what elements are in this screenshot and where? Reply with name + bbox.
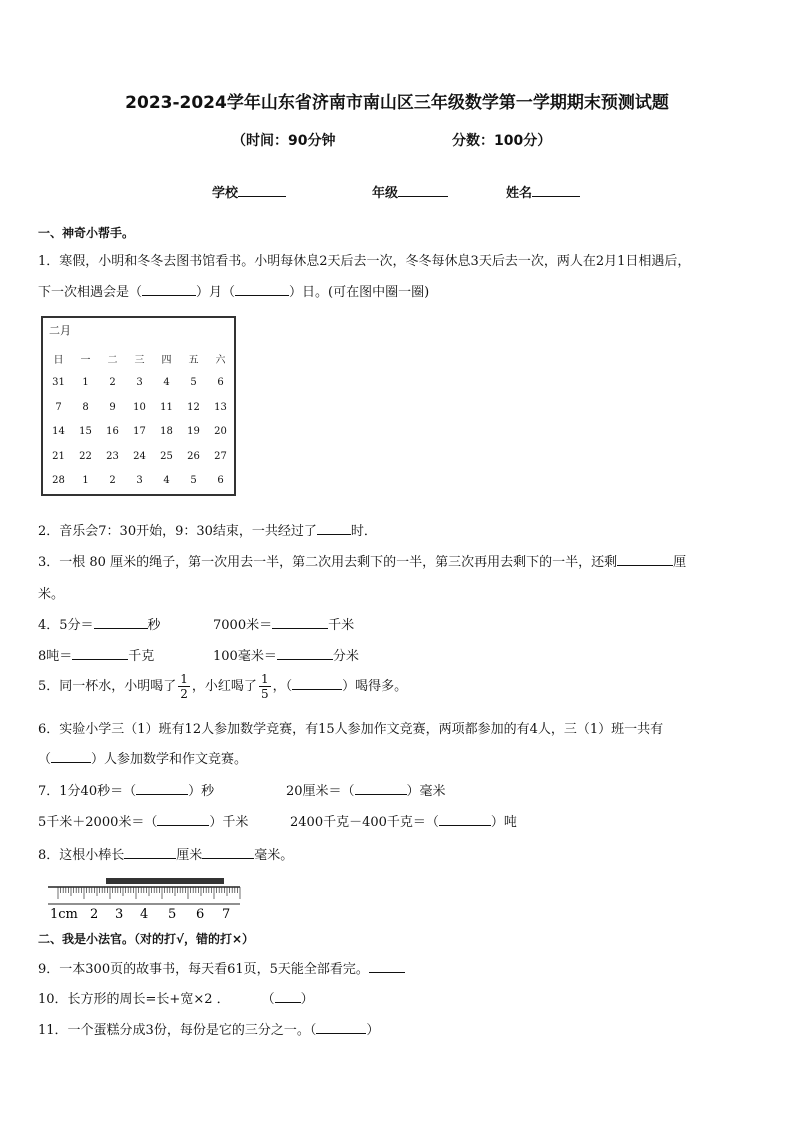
calendar-day[interactable]: 12 (187, 401, 200, 413)
page-title: 2023-2024学年山东省济南市南山区三年级数学第一学期期末预测试题 (125, 93, 669, 113)
exam-score: 分数：100分） (452, 133, 552, 149)
calendar-day[interactable]: 5 (190, 475, 197, 487)
calendar-day[interactable]: 19 (187, 426, 200, 438)
weekday: 四 (161, 354, 172, 366)
calendar-day[interactable]: 1 (82, 377, 89, 389)
q9-text: 9．一本300页的故事书，每天看61页，5天能全部看完。 (38, 962, 369, 977)
q1-text-1: 下一次相遇会是（ (38, 285, 143, 300)
q6-text-1: （ (38, 752, 52, 767)
fraction-denominator: 2 (180, 687, 188, 701)
exam-time: （时间：90分钟 (232, 133, 336, 149)
name-field (506, 182, 580, 201)
q4-text-5: 8吨＝ (38, 649, 73, 664)
calendar-day[interactable]: 3 (136, 475, 143, 487)
stick (106, 878, 224, 884)
calendar-day[interactable]: 14 (52, 426, 65, 438)
calendar-day[interactable]: 17 (133, 426, 146, 438)
fraction-denominator: 5 (260, 687, 269, 701)
q8-text-1: 8．这根小棒长 (38, 848, 125, 863)
question-6-line-1: 6．实验小学三（1）班有12人参加数学竞赛，有15人参加作文竞赛，两项都参加的有4人，三（1）班一共有 (38, 722, 664, 737)
calendar-month: 二月 (49, 324, 71, 337)
calendar-day[interactable]: 25 (160, 450, 173, 462)
q10-text-2: （ (261, 992, 275, 1007)
question-4-line-2 (38, 645, 154, 664)
calendar-day[interactable]: 20 (214, 426, 227, 438)
q5-text-2: ，小红喝了 (191, 679, 257, 694)
question-4-line-1b (213, 614, 354, 633)
q6-blank[interactable] (51, 749, 91, 763)
calendar-day[interactable]: 24 (133, 450, 146, 462)
school-blank[interactable] (238, 183, 286, 197)
grade-field (372, 182, 448, 201)
q8-mm-blank[interactable] (202, 845, 254, 859)
ruler-ticks (58, 887, 240, 899)
calendar-day[interactable]: 3 (136, 377, 143, 389)
q2-blank[interactable] (317, 521, 351, 535)
calendar-day[interactable]: 22 (79, 450, 92, 462)
calendar-day[interactable]: 2 (109, 377, 116, 389)
calendar-week-row (45, 395, 234, 420)
question-7-line-1b (286, 780, 446, 799)
calendar-day[interactable]: 23 (106, 450, 119, 462)
ruler-label: 3 (115, 907, 124, 922)
q8-text-2: 厘米 (176, 848, 203, 863)
question-4-line-2b (213, 645, 359, 664)
february-calendar (41, 316, 236, 496)
question-1-line-1: 1．寒假，小明和冬冬去图书馆看书。小明每休息2天后去一次，冬冬每休息3天后去一次，两人在2月1日相遇后， (38, 254, 691, 269)
q7-seconds-blank[interactable] (136, 781, 188, 795)
q4-text-7: 100毫米＝ (213, 649, 277, 664)
q7-text-4: ）毫米 (406, 784, 446, 799)
calendar-day[interactable]: 13 (214, 401, 227, 413)
grade-label: 年级 (372, 186, 399, 201)
question-8 (38, 844, 293, 863)
q4-text-3: 7000米＝ (213, 618, 273, 633)
q7-text-3: 20厘米＝（ (286, 784, 355, 799)
q1-text-3: ）日。(可在图中圈一圈) (289, 285, 430, 300)
q10-blank[interactable] (275, 989, 301, 1003)
q11-text-2: ） (366, 1023, 380, 1038)
q5-text-3: ，（ (272, 679, 293, 694)
question-11 (38, 1019, 379, 1038)
fraction-numerator: 1 (180, 672, 188, 686)
q7-text-5: 5千米＋2000米＝（ (38, 815, 158, 830)
question-3-line-1 (38, 551, 686, 570)
q11-text-1: 11．一个蛋糕分成3份，每份是它的三分之一。（ (38, 1023, 317, 1038)
q8-text-3: 毫米。 (254, 848, 294, 863)
fraction-one-half (178, 672, 190, 701)
fraction-one-fifth (259, 672, 271, 701)
q3-blank[interactable] (617, 552, 673, 566)
fraction-numerator: 1 (260, 672, 269, 686)
calendar-day[interactable]: 8 (82, 401, 89, 413)
name-blank[interactable] (532, 183, 580, 197)
calendar-day[interactable]: 15 (79, 426, 92, 438)
calendar-week-row (45, 420, 234, 445)
q1-text-2: ）月（ (196, 285, 236, 300)
school-label: 学校 (212, 186, 239, 201)
q4-text-4: 千米 (328, 618, 355, 633)
ruler-label: 1cm (50, 907, 78, 922)
question-7-line-2 (38, 811, 248, 830)
calendar-day[interactable]: 2 (109, 475, 116, 487)
q8-cm-blank[interactable] (124, 845, 176, 859)
calendar-day[interactable]: 1 (82, 475, 89, 487)
q3-text-1: 3．一根 80 厘米的绳子，第一次用去一半，第二次用去剩下的一半，第三次再用去剩下的一半，还剩 (38, 555, 618, 570)
ruler-label: 5 (168, 907, 177, 922)
calendar-day[interactable]: 27 (214, 450, 227, 462)
calendar-grid (45, 346, 234, 493)
calendar-day[interactable]: 16 (106, 426, 119, 438)
q9-blank[interactable] (369, 959, 405, 973)
q11-blank[interactable] (316, 1020, 366, 1034)
question-6-line-2 (38, 748, 247, 767)
q7-text-1: 7．1分40秒＝（ (38, 784, 137, 799)
q10-text-3: ） (300, 992, 314, 1007)
ruler-label: 2 (90, 907, 99, 922)
q7-mm-blank[interactable] (355, 781, 407, 795)
calendar-day[interactable]: 31 (52, 377, 65, 389)
question-10 (38, 988, 314, 1007)
q5-blank[interactable] (292, 676, 342, 690)
q7-text-6: ）千米 (209, 815, 249, 830)
q4-seconds-blank[interactable] (94, 615, 148, 629)
ruler-label: 6 (196, 907, 205, 922)
ruler-label: 4 (140, 907, 149, 922)
q5-text-4: ）喝得多。 (342, 679, 408, 694)
question-7-line-2b (290, 811, 517, 830)
question-9 (38, 958, 405, 977)
q6-text-2: ）人参加数学和作文竞赛。 (91, 752, 248, 767)
q10-text-1: 10．长方形的周长=长+宽×2 ． (38, 992, 230, 1007)
weekday: 二 (107, 354, 118, 366)
question-5 (38, 672, 407, 701)
school-field (212, 182, 286, 201)
q4-kg-blank[interactable] (72, 646, 128, 660)
q2-text-2: 时． (350, 524, 377, 539)
calendar-day[interactable]: 5 (190, 377, 197, 389)
calendar-day[interactable]: 6 (217, 377, 224, 389)
weekday: 一 (80, 354, 91, 366)
calendar-day[interactable]: 4 (163, 475, 170, 487)
question-4-line-1 (38, 614, 161, 633)
q7-text-8: ）吨 (490, 815, 517, 830)
q1-month-blank[interactable] (142, 282, 196, 296)
q7-ton-blank[interactable] (439, 812, 491, 826)
q7-text-7: 2400千克－400千克＝（ (290, 815, 439, 830)
q5-text-1: 5．同一杯水，小明喝了 (38, 679, 177, 694)
calendar-weekday-row (45, 346, 234, 371)
weekday: 五 (188, 354, 199, 366)
calendar-week-row (45, 371, 234, 396)
ruler-figure (46, 874, 242, 922)
weekday: 六 (215, 354, 226, 366)
weekday: 日 (53, 354, 64, 366)
q2-text-1: 2．音乐会7：30开始，9：30结束，一共经过了 (38, 524, 317, 539)
q4-km-blank[interactable] (272, 615, 328, 629)
calendar-day[interactable]: 18 (160, 426, 173, 438)
question-7-line-1 (38, 780, 214, 799)
question-3-line-2: 米。 (38, 587, 65, 602)
calendar-day[interactable]: 10 (133, 401, 146, 413)
question-1-line-2 (38, 281, 429, 300)
calendar-week-row (45, 469, 234, 494)
calendar-day[interactable]: 28 (52, 475, 65, 487)
calendar-day[interactable]: 4 (163, 377, 170, 389)
calendar-week-row (45, 444, 234, 469)
calendar-day[interactable]: 21 (52, 450, 65, 462)
section-2-title: 二、我是小法官。（对的打√，错的打×） (38, 932, 255, 946)
q4-dm-blank[interactable] (277, 646, 333, 660)
q4-text-2: 秒 (147, 618, 161, 633)
calendar-day[interactable]: 6 (217, 475, 224, 487)
grade-blank[interactable] (398, 183, 448, 197)
q4-text-8: 分米 (332, 649, 359, 664)
q4-text-1: 4．5分＝ (38, 618, 94, 633)
q7-km-blank[interactable] (157, 812, 209, 826)
q4-text-6: 千克 (128, 649, 155, 664)
calendar-day[interactable]: 11 (160, 401, 173, 413)
q3-text-2: 厘 (673, 555, 687, 570)
section-1-title: 一、神奇小帮手。 (38, 226, 135, 240)
question-2 (38, 520, 377, 539)
q1-day-blank[interactable] (235, 282, 289, 296)
q7-text-2: ）秒 (188, 784, 215, 799)
calendar-day[interactable]: 26 (187, 450, 200, 462)
ruler-label: 7 (222, 907, 231, 922)
name-label: 姓名 (506, 186, 533, 201)
calendar-day[interactable]: 9 (109, 401, 116, 413)
calendar-day[interactable]: 7 (55, 401, 62, 413)
weekday: 三 (134, 354, 145, 366)
